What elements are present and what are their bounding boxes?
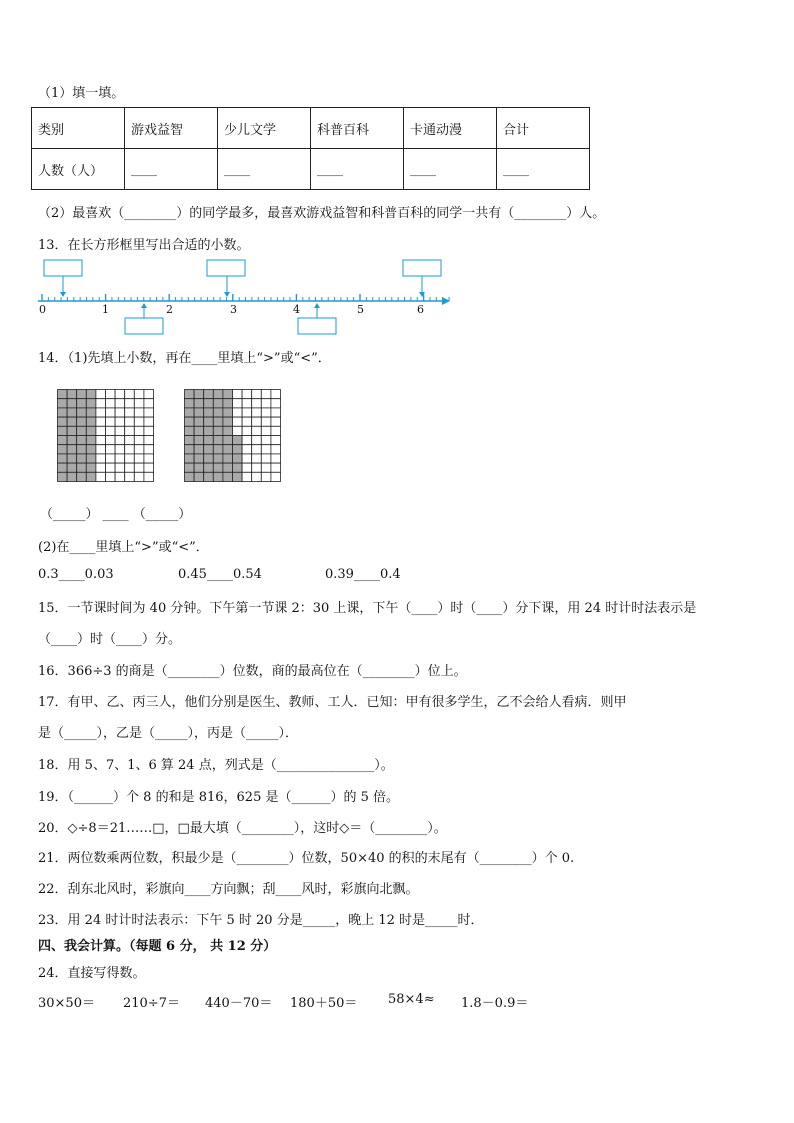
q17-line2: 是（_____），乙是（_____），丙是（_____）． <box>38 726 299 741</box>
grid-cell-shaded <box>204 399 214 408</box>
grid-cell <box>106 408 116 417</box>
grid-cell <box>252 408 262 417</box>
grid-cell-shaded <box>204 408 214 417</box>
grid-cell <box>242 436 252 445</box>
answer-blank[interactable]: ____ <box>125 149 218 190</box>
grid-cell <box>134 390 144 399</box>
grid-cell-shaded <box>204 426 214 435</box>
grid-cell-shaded <box>58 472 68 481</box>
grid-cell <box>125 463 135 472</box>
grid-cell-shaded <box>58 399 68 408</box>
grid-cell <box>125 417 135 426</box>
grid-cell <box>144 463 154 472</box>
calc-item: 180＋50＝ <box>290 996 358 1011</box>
axis-label: 5 <box>357 303 364 316</box>
grid-cell <box>96 399 106 408</box>
grid-cell <box>106 390 116 399</box>
grid-cell <box>144 399 154 408</box>
grid-cell <box>106 445 116 454</box>
table-row-label: 人数（人） <box>32 149 125 190</box>
grid-cell <box>134 436 144 445</box>
grid-cell-shaded <box>58 463 68 472</box>
grid-cell <box>125 472 135 481</box>
grid-cell-shaded <box>185 472 195 481</box>
grid-cell <box>252 426 262 435</box>
grid-cell <box>261 390 271 399</box>
answer-blank[interactable]: ____ <box>497 149 590 190</box>
grid-cell <box>144 472 154 481</box>
grid-cell <box>125 399 135 408</box>
grid-cell-shaded <box>194 390 204 399</box>
table-header-row <box>32 108 590 149</box>
grid-cell <box>233 408 243 417</box>
grid-cell <box>233 417 243 426</box>
grid-cell-shaded <box>204 463 214 472</box>
grid-cell-shaded <box>58 454 68 463</box>
grid-cell-shaded <box>185 417 195 426</box>
answer-box[interactable] <box>298 318 336 334</box>
grid-cell <box>271 436 281 445</box>
grid-cell-shaded <box>213 390 223 399</box>
grid-cell <box>242 426 252 435</box>
grid-cell-shaded <box>86 426 96 435</box>
grid-cell-shaded <box>67 445 77 454</box>
grid-cell-shaded <box>213 463 223 472</box>
grid-cell-shaded <box>58 390 68 399</box>
grid-cell <box>134 454 144 463</box>
grid-cell-shaded <box>77 445 87 454</box>
q23-text: 23．用 24 时计时法表示：下午 5 时 20 分是_____，晚上 12 时是_____时． <box>38 913 484 928</box>
grid-cell <box>134 463 144 472</box>
hundred-grid-left <box>57 389 154 482</box>
grid-cell-shaded <box>185 436 195 445</box>
q14-part2: (2)在____里填上“>”或“<”． <box>38 540 209 555</box>
q12-part1: （1）填一填。 <box>38 86 125 101</box>
grid-cell <box>115 454 125 463</box>
grid-cell-shaded <box>58 436 68 445</box>
grid-cell <box>261 463 271 472</box>
grid-cell-shaded <box>204 390 214 399</box>
grid-cell <box>233 390 243 399</box>
grid-cell-shaded <box>185 463 195 472</box>
grid-cell-shaded <box>67 454 77 463</box>
grid-cell-shaded <box>233 445 243 454</box>
table-row <box>32 149 590 190</box>
answer-blank[interactable]: ____ <box>218 149 311 190</box>
calc-item: 210÷7＝ <box>123 996 180 1011</box>
grid-cell-shaded <box>233 436 243 445</box>
grid-cell <box>96 463 106 472</box>
grid-cell <box>134 472 144 481</box>
grid-cell-shaded <box>86 463 96 472</box>
table-header-cell: 科普百科 <box>311 108 404 149</box>
grid-cell <box>271 454 281 463</box>
grid-cell <box>252 454 262 463</box>
grid-cell <box>242 454 252 463</box>
answer-blank[interactable]: ____ <box>311 149 404 190</box>
pointer-down-icon <box>60 292 66 297</box>
grid-cell-shaded <box>67 390 77 399</box>
answer-box[interactable] <box>207 260 245 276</box>
grid-cell-shaded <box>213 417 223 426</box>
table-header-cell: 少儿文学 <box>218 108 311 149</box>
q22-text: 22．刮东北风时，彩旗向____方向飘；刮____风时，彩旗向北飘。 <box>38 882 419 897</box>
grid-cell-shaded <box>213 445 223 454</box>
grid-cell <box>106 463 116 472</box>
grid-cell <box>106 399 116 408</box>
grid-cell-shaded <box>204 445 214 454</box>
grid-cell-shaded <box>213 436 223 445</box>
grid-cell <box>252 445 262 454</box>
grid-cell-shaded <box>194 417 204 426</box>
grid-cell <box>261 454 271 463</box>
grid-cell <box>134 445 144 454</box>
grid-cell <box>96 445 106 454</box>
answer-box[interactable] <box>403 260 441 276</box>
grid-cell <box>271 408 281 417</box>
pointer-down-icon <box>224 292 230 297</box>
grid-cell <box>96 472 106 481</box>
grid-cell <box>261 408 271 417</box>
grid-cell <box>271 417 281 426</box>
grid-cell <box>242 408 252 417</box>
q14-text: 14．（1)先填上小数，再在____里填上“>”或“<”． <box>38 351 331 366</box>
grid-cell <box>106 454 116 463</box>
answer-blank[interactable]: ____ <box>404 149 497 190</box>
grid-cell-shaded <box>86 454 96 463</box>
grid-cell <box>134 399 144 408</box>
grid-cell <box>125 454 135 463</box>
grid-cell-shaded <box>58 445 68 454</box>
grid-cell <box>125 408 135 417</box>
grid-cell <box>261 417 271 426</box>
q15-line2: （____）时（____）分。 <box>38 632 182 647</box>
grid-cell <box>252 399 262 408</box>
grid-cell-shaded <box>77 463 87 472</box>
grid-cell-shaded <box>67 408 77 417</box>
axis-label: 0 <box>39 303 46 316</box>
comparison-item[interactable]: 0.3____0.03 <box>38 567 114 582</box>
grid-cell-shaded <box>86 390 96 399</box>
grid-cell <box>125 390 135 399</box>
grid-cell-shaded <box>213 472 223 481</box>
axis-label: 2 <box>166 303 173 316</box>
grid-cell-shaded <box>194 426 204 435</box>
grid-cell <box>271 463 281 472</box>
q12-part2: （2）最喜欢（________）的同学最多，最喜欢游戏益智和科普百科的同学一共有（________）人。 <box>38 206 606 221</box>
grid-cell <box>233 399 243 408</box>
grid-cell-shaded <box>185 445 195 454</box>
grid-cell-shaded <box>185 426 195 435</box>
grid-cell-shaded <box>77 399 87 408</box>
grid-cell <box>115 399 125 408</box>
grid-cell <box>125 445 135 454</box>
grid-cell <box>242 390 252 399</box>
pointer-up-icon <box>141 303 147 308</box>
grid-cell <box>271 399 281 408</box>
grid-cell-shaded <box>233 463 243 472</box>
grid-cell-shaded <box>58 417 68 426</box>
grid-cell <box>271 426 281 435</box>
q24-text: 24．直接写得数。 <box>38 966 146 981</box>
grid-cell-shaded <box>223 426 233 435</box>
grid-cell-shaded <box>185 399 195 408</box>
calc-item: 30×50＝ <box>38 996 95 1011</box>
grid-cell <box>261 472 271 481</box>
grid-cell <box>96 417 106 426</box>
grid-cell <box>252 463 262 472</box>
pointer-up-icon <box>314 303 320 308</box>
grid-cell <box>115 463 125 472</box>
grid-cell <box>271 445 281 454</box>
grid-cell <box>261 445 271 454</box>
number-line-ticks <box>42 294 449 301</box>
grid-cell-shaded <box>223 472 233 481</box>
comparison-item[interactable]: 0.45____0.54 <box>178 567 262 582</box>
grid-cell-shaded <box>223 436 233 445</box>
grid-cell-shaded <box>194 454 204 463</box>
table-header-cell: 类别 <box>32 108 125 149</box>
comparison-item[interactable]: 0.39____0.4 <box>325 567 401 582</box>
axis-label: 1 <box>102 303 109 316</box>
grid-cell <box>106 472 116 481</box>
grid-cell <box>144 454 154 463</box>
axis-label: 3 <box>230 303 237 316</box>
grid-cell-shaded <box>86 417 96 426</box>
grid-cell-shaded <box>194 445 204 454</box>
grid-cell-shaded <box>213 426 223 435</box>
grid-cell <box>106 436 116 445</box>
grid-cell-shaded <box>204 436 214 445</box>
grid-cell <box>115 390 125 399</box>
grid-cell-shaded <box>185 390 195 399</box>
grid-cell <box>115 408 125 417</box>
axis-label: 6 <box>417 303 424 316</box>
table-header-cell: 合计 <box>497 108 590 149</box>
category-table <box>31 107 590 190</box>
grid-cell-shaded <box>77 390 87 399</box>
grid-cell-shaded <box>194 463 204 472</box>
grid-cell-shaded <box>86 445 96 454</box>
grid-cell <box>106 417 116 426</box>
grid-cell <box>242 399 252 408</box>
grid-cell <box>144 445 154 454</box>
grid-cell-shaded <box>194 436 204 445</box>
grid-cell <box>242 472 252 481</box>
grid-cell <box>106 426 116 435</box>
grid-cell-shaded <box>67 426 77 435</box>
grid-cell-shaded <box>204 454 214 463</box>
grid-cell-shaded <box>86 399 96 408</box>
answer-box[interactable] <box>125 318 163 334</box>
grid-cell <box>242 445 252 454</box>
grid-cell <box>115 472 125 481</box>
grid-cell <box>96 390 106 399</box>
calc-item: 440－70＝ <box>205 996 273 1011</box>
grid-cell-shaded <box>223 417 233 426</box>
axis-label: 4 <box>293 303 300 316</box>
grid-cell <box>125 436 135 445</box>
grid-cell <box>134 417 144 426</box>
grid-cell-shaded <box>77 454 87 463</box>
grid-cell-shaded <box>233 454 243 463</box>
grid-cell-shaded <box>77 408 87 417</box>
grid-cell-shaded <box>213 408 223 417</box>
q17-line1: 17．有甲、乙、丙三人，他们分别是医生、教师、工人．已知：甲有很多学生，乙不会给人看病．则甲 <box>38 695 627 710</box>
calc-item: 58×4≈ <box>388 992 435 1007</box>
q14-answer-line[interactable]: （_____） ____ （_____） <box>40 507 192 522</box>
grid-cell-shaded <box>204 472 214 481</box>
grid-cell <box>233 426 243 435</box>
q21-text: 21．两位数乘两位数，积最少是（________）位数，50×40 的积的末尾有（________）个 0. <box>38 851 575 866</box>
answer-box[interactable] <box>44 260 82 276</box>
grid-cell <box>144 426 154 435</box>
grid-cell <box>96 408 106 417</box>
grid-cell <box>144 390 154 399</box>
grid-cell <box>144 417 154 426</box>
table-header-cell: 游戏益智 <box>125 108 218 149</box>
q15-line1: 15．一节课时间为 40 分钟。下午第一节课 2：30 上课，下午（____）时（____）分下课，用 24 时计时法表示是 <box>38 601 697 616</box>
grid-cell-shaded <box>58 408 68 417</box>
grid-cell-shaded <box>194 472 204 481</box>
grid-cell-shaded <box>77 417 87 426</box>
grid-cell-shaded <box>67 463 77 472</box>
grid-cell-shaded <box>233 472 243 481</box>
table-header-cell: 卡通动漫 <box>404 108 497 149</box>
grid-cell-shaded <box>223 454 233 463</box>
grid-cell <box>252 472 262 481</box>
grid-cell-shaded <box>223 463 233 472</box>
grid-cell-shaded <box>213 399 223 408</box>
grid-cell <box>261 436 271 445</box>
grid-cell <box>252 436 262 445</box>
grid-cell-shaded <box>194 408 204 417</box>
q19-text: 19．（______）个 8 的和是 816，625 是（______）的 5 倍。 <box>38 790 400 805</box>
grid-cell-shaded <box>67 436 77 445</box>
grid-cell-shaded <box>58 426 68 435</box>
grid-cell <box>242 417 252 426</box>
q18-text: 18．用 5、7、1、6 算 24 点，列式是（_______________）。 <box>38 758 394 773</box>
hundred-grid-right <box>184 389 281 482</box>
grid-cell-shaded <box>223 399 233 408</box>
grid-cell-shaded <box>223 445 233 454</box>
grid-cell <box>242 463 252 472</box>
grid-cell <box>96 426 106 435</box>
grid-cell-shaded <box>194 399 204 408</box>
grid-cell <box>115 445 125 454</box>
grid-cell-shaded <box>77 426 87 435</box>
grid-cell-shaded <box>86 408 96 417</box>
section-heading: 四、我会计算。（每题 6 分， 共 12 分） <box>38 939 277 954</box>
grid-cell <box>252 390 262 399</box>
grid-cell-shaded <box>185 454 195 463</box>
grid-cell-shaded <box>67 472 77 481</box>
grid-cell <box>96 454 106 463</box>
grid-cell <box>261 426 271 435</box>
grid-cell <box>144 408 154 417</box>
grid-cell <box>134 408 144 417</box>
grid-cell-shaded <box>86 436 96 445</box>
grid-cell <box>125 426 135 435</box>
grid-cell-shaded <box>185 408 195 417</box>
grid-cell-shaded <box>223 390 233 399</box>
q13-text: 13．在长方形框里写出合适的小数。 <box>38 238 250 253</box>
grid-cell <box>115 426 125 435</box>
grid-cell <box>134 426 144 435</box>
grid-cell <box>115 436 125 445</box>
grid-cell <box>144 436 154 445</box>
grid-cell <box>96 436 106 445</box>
grid-cell-shaded <box>77 472 87 481</box>
grid-cell-shaded <box>86 472 96 481</box>
number-line-figure <box>30 255 460 335</box>
grid-cell-shaded <box>223 408 233 417</box>
q20-text: 20．◇÷8＝21……□，□最大填（________），这时◇＝（________）。 <box>38 821 447 836</box>
grid-cell <box>271 472 281 481</box>
grid-cell-shaded <box>77 436 87 445</box>
grid-cell-shaded <box>213 454 223 463</box>
grid-cell <box>271 390 281 399</box>
grid-cell <box>115 417 125 426</box>
axis-labels <box>39 303 424 316</box>
grid-cell-shaded <box>67 399 77 408</box>
q16-text: 16．366÷3 的商是（________）位数，商的最高位在（________）位上。 <box>38 664 467 679</box>
grid-cell-shaded <box>67 417 77 426</box>
grid-cell-shaded <box>204 417 214 426</box>
grid-cell <box>252 417 262 426</box>
grid-cell <box>261 399 271 408</box>
calc-item: 1.8－0.9＝ <box>461 996 529 1011</box>
